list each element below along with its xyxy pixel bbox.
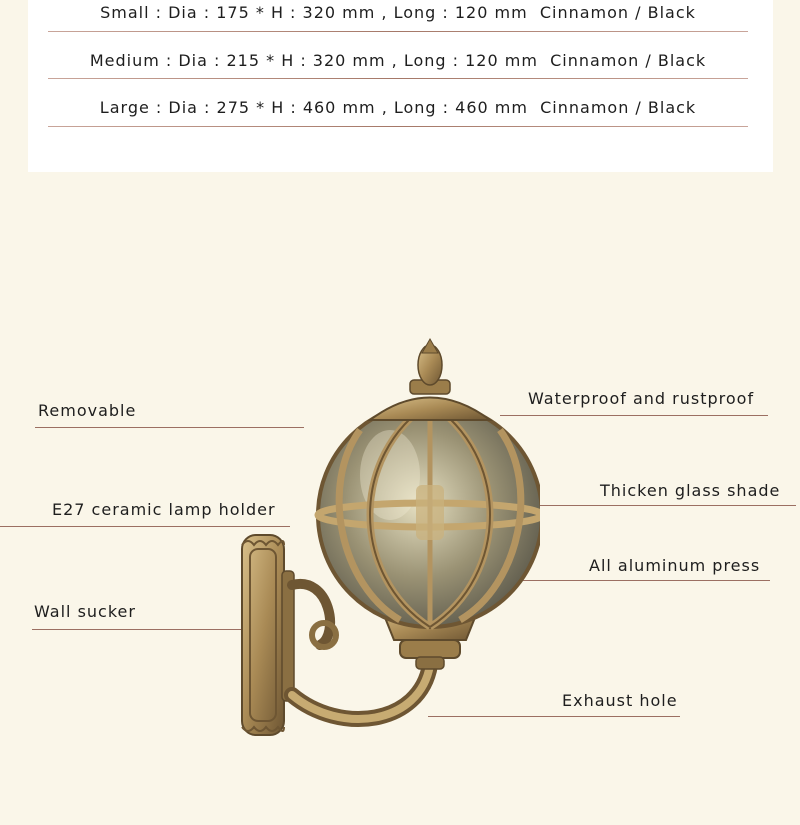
- callout-wall-sucker: Wall sucker: [34, 602, 136, 621]
- lamp-top-cap: [370, 339, 490, 420]
- wall-plate: [242, 535, 294, 735]
- callout-line: [500, 415, 768, 416]
- size-row-large: Large : Dia : 275 * H : 460 mm , Long : 460 mm Cinnamon / Black: [99, 98, 697, 117]
- size-row-medium: Medium : Dia : 215 * H : 320 mm , Long : 120 mm Cinnamon / Black: [89, 51, 707, 70]
- callout-glass-shade: Thicken glass shade: [600, 481, 781, 500]
- callout-line: [512, 580, 770, 581]
- callout-line: [530, 505, 796, 506]
- callout-removable: Removable: [38, 401, 137, 420]
- callout-aluminum: All aluminum press: [589, 556, 761, 575]
- size-spec-card: [28, 0, 773, 172]
- e27-socket: [416, 485, 444, 540]
- callout-e27-holder: E27 ceramic lamp holder: [52, 500, 276, 519]
- callout-line: [32, 629, 242, 630]
- size-row-small: Small : Dia : 175 * H : 320 mm , Long : 120 mm Cinnamon / Black: [100, 3, 696, 22]
- callout-waterproof: Waterproof and rustproof: [528, 389, 755, 408]
- size-divider: [48, 126, 748, 127]
- callout-exhaust-hole: Exhaust hole: [562, 691, 678, 710]
- wall-lamp-image: [230, 335, 540, 745]
- size-divider: [48, 31, 748, 32]
- size-divider: [48, 78, 748, 79]
